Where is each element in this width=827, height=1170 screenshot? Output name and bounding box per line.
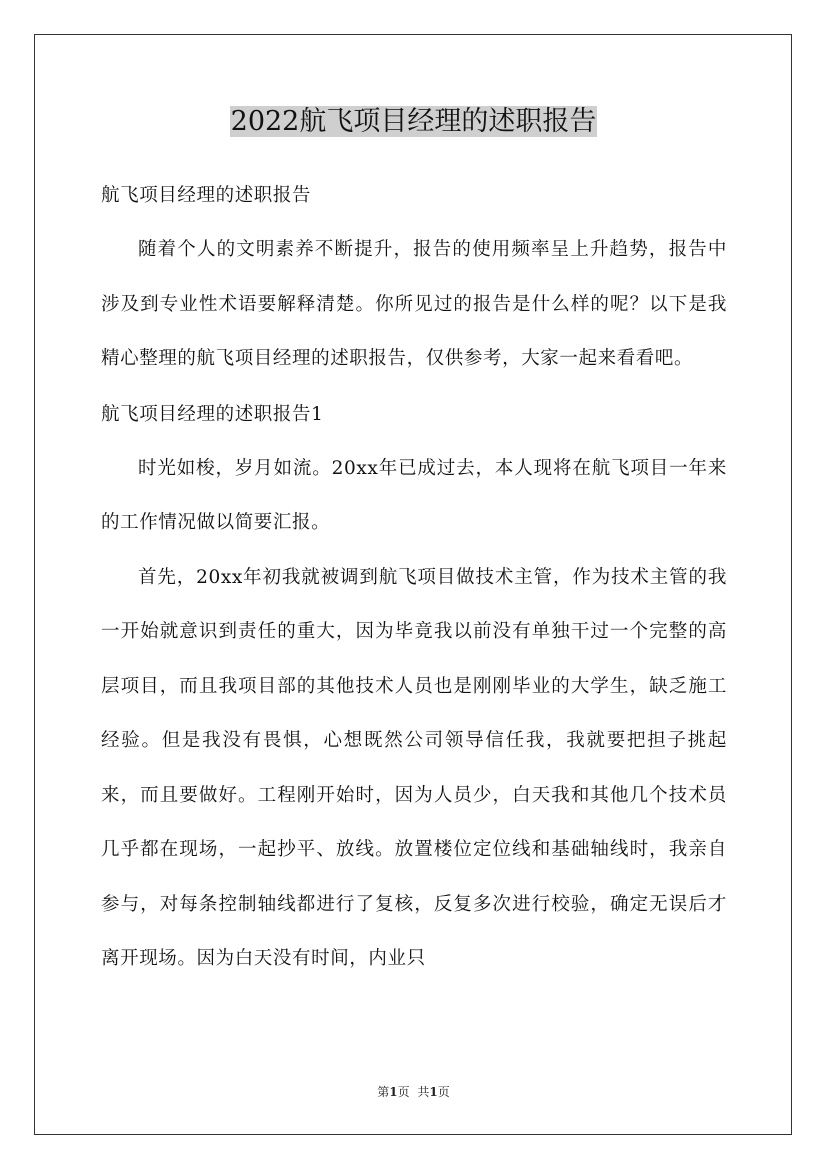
page-total-unit: 页: [437, 1085, 450, 1099]
document-title: [0, 100, 827, 144]
section-heading: 航飞项目经理的述职报告1: [101, 403, 324, 425]
section-paragraph-2: 首先，20xx年初我就被调到航飞项目做技术主管，作为技术主管的我一开始就意识到责任的重大，因为毕竟我以前没有单独干过一个完整的高层项目，而且我项目部的其他技术人员也是刚刚毕业的大学生，缺乏施工经验。但是我没有畏惧，心想既然公司领导信任我，我就要把担子挑起来，而且要做好。工程刚开始时，因为人员少，白天我和其他几个技术员几乎都在现场，一起抄平、放线。放置楼位定位线和基础轴线时，我亲自参与，对每条控制轴线都进行了复核，反复多次进行校验，确定无误后才离开现场。因为白天没有时间，内业只: [101, 566, 727, 969]
intro-paragraph: 随着个人的文明素养不断提升，报告的使用频率呈上升趋势，报告中涉及到专业性术语要解释清楚。你所见过的报告是什么样的呢？以下是我精心整理的航飞项目经理的述职报告，仅供参考，大家一起来看看吧。: [101, 239, 727, 369]
page-number-prefix: 第: [377, 1085, 390, 1099]
document-body: [101, 168, 727, 987]
intro-heading: 航飞项目经理的述职报告: [101, 185, 312, 206]
page-total-count: 1: [429, 1085, 438, 1099]
page-number-unit: 页: [397, 1085, 410, 1099]
page-footer: [0, 1083, 827, 1101]
section-paragraph-1: 时光如梭，岁月如流。20xx年已成过去，本人现将在航飞项目一年来的工作情况做以简要汇报。: [101, 457, 727, 533]
page-total-prefix: 共: [417, 1085, 430, 1099]
document-title-text: 2022航飞项目经理的述职报告: [230, 106, 597, 137]
page-number-current: 1: [389, 1085, 398, 1099]
